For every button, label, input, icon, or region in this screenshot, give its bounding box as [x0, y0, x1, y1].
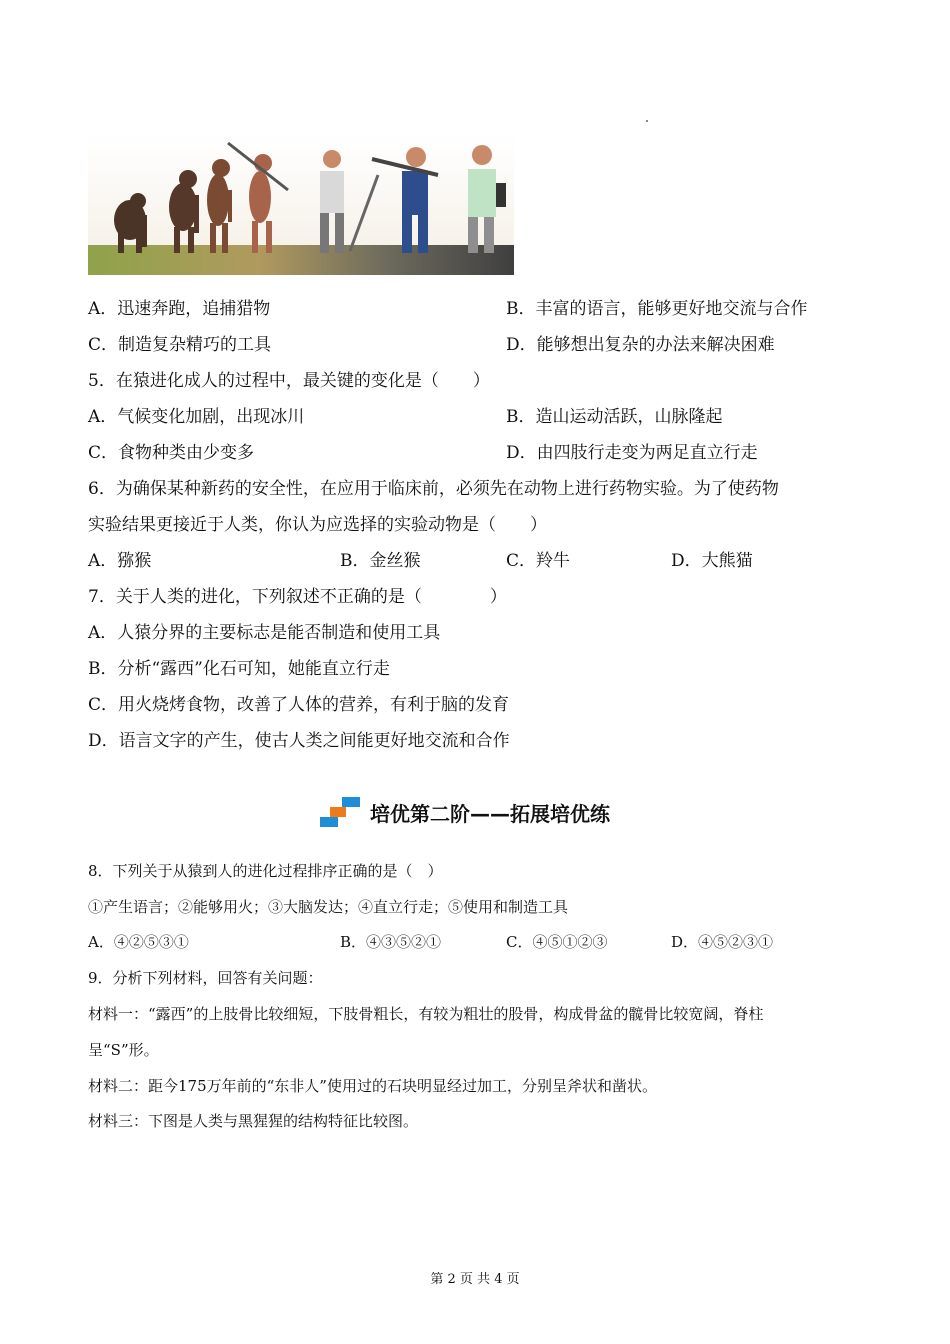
- q6-stem-line1: 6．为确保某种新药的安全性，在应用于临床前，必须先在动物上进行药物实验。为了使药物: [88, 479, 779, 499]
- q6-options: [88, 546, 753, 571]
- q5-options-row2: [88, 438, 758, 463]
- q5-option-b: B．造山运动活跃，山脉隆起: [506, 407, 723, 427]
- page-footer: 第 2 页 共 4 页: [430, 1272, 520, 1287]
- q7-option-a: A．人猿分界的主要标志是能否制造和使用工具: [88, 623, 441, 643]
- q7-stem: 7．关于人类的进化，下列叙述不正确的是（ ）: [88, 587, 507, 607]
- q4-option-c: C．制造复杂精巧的工具: [88, 335, 272, 355]
- q9-stem: 9．分析下列材料，回答有关问题：: [88, 969, 323, 987]
- q8-options: [88, 931, 774, 952]
- q8-option-b: B．④③⑤②①: [340, 933, 442, 951]
- q8-option-d: D．④⑤②③①: [671, 933, 774, 951]
- q5-option-a: A．气候变化加剧，出现冰川: [88, 407, 305, 427]
- q4-options-row1: [88, 294, 808, 319]
- q9-material1-line2: 呈“S”形。: [88, 1041, 159, 1059]
- section-blocks-icon: [320, 795, 362, 829]
- q6-option-d: D．大熊猫: [671, 551, 753, 571]
- human-evolution-image: [88, 135, 514, 275]
- section-heading: [320, 792, 610, 832]
- q7-option-b: B．分析“露西”化石可知，她能直立行走: [88, 659, 390, 679]
- q5-stem: 5．在猿进化成人的过程中，最关键的变化是（ ）: [88, 371, 490, 391]
- q4-option-b: B．丰富的语言，能够更好地交流与合作: [506, 299, 808, 319]
- q8-option-a: A．④②⑤③①: [88, 933, 189, 951]
- q6-option-c: C．羚牛: [506, 551, 571, 571]
- q7-option-d: D．语言文字的产生，使古人类之间能更好地交流和合作: [88, 731, 510, 751]
- q6-stem-line2: 实验结果更接近于人类，你认为应选择的实验动物是（ ）: [88, 515, 547, 535]
- q4-options-row2: [88, 330, 775, 355]
- q7-option-c: C．用火烧烤食物，改善了人体的营养，有利于脑的发育: [88, 695, 510, 715]
- q8-stem: 8．下列关于从猿到人的进化过程排序正确的是（ ）: [88, 862, 443, 880]
- q6-option-b: B．金丝猴: [340, 551, 421, 571]
- q9-material3: 材料三：下图是人类与黑猩猩的结构特征比较图。: [88, 1112, 419, 1130]
- q4-option-d: D．能够想出复杂的办法来解决困难: [506, 335, 775, 355]
- q8-items: ①产生语言；②能够用火；③大脑发达；④直立行走；⑤使用和制造工具: [88, 898, 569, 916]
- q6-option-a: A．猕猴: [88, 551, 152, 571]
- q9-material1-line1: 材料一：“露西”的上肢骨比较细短，下肢骨粗长，有较为粗壮的股骨，构成骨盆的髋骨比较宽阔，脊柱: [88, 1005, 764, 1023]
- q5-option-d: D．由四肢行走变为两足直立行走: [506, 443, 758, 463]
- q5-options-row1: [88, 402, 723, 427]
- q4-option-a: A．迅速奔跑，追捕猎物: [88, 299, 271, 319]
- section-title: 培优第二阶——拓展培优练: [370, 801, 610, 826]
- q8-option-c: C．④⑤①②③: [506, 933, 608, 951]
- q9-material2: 材料二：距今175万年前的“东非人”使用过的石块明显经过加工，分别呈斧状和凿状。: [88, 1077, 657, 1095]
- q5-option-c: C．食物种类由少变多: [88, 443, 255, 463]
- stray-dot: [646, 120, 648, 122]
